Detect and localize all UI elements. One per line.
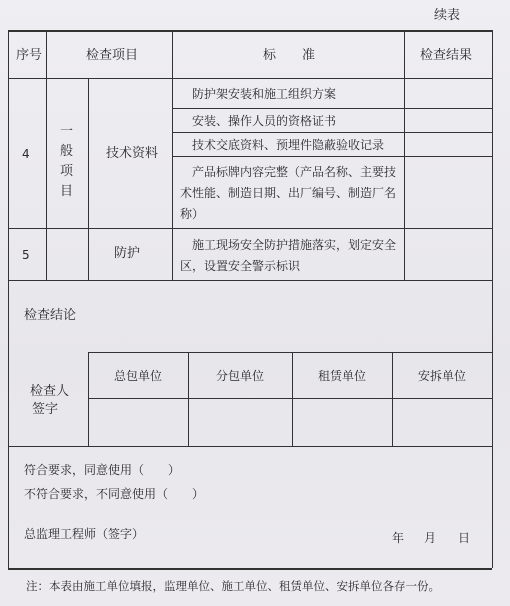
- signer-unit-dismantle: 安拆单位: [418, 369, 467, 383]
- header-item: 检查项目: [86, 48, 139, 63]
- row5-no: 5: [22, 248, 30, 262]
- row4-standard-2: 安装、操作人员的资格证书: [192, 114, 337, 128]
- row4-standard-3: 技术交底资料、预埋件隐蔽验收记录: [192, 138, 385, 152]
- row4-standard-4: 产品标牌内容完整（产品名称、主要技术性能、制造日期、出厂编号、制造厂名称）: [180, 165, 397, 221]
- row4-standard-1: 防护架安装和施工组织方案: [192, 87, 337, 101]
- date-day: 日: [458, 531, 471, 545]
- conclusion-label: 检查结论: [24, 308, 77, 323]
- date-year: 年: [392, 531, 405, 545]
- header-no: 序号: [16, 48, 43, 63]
- row4-no: 4: [22, 147, 30, 161]
- row5-standard: 施工现场安全防护措施落实，划定安全区，设置安全警示标识: [180, 238, 397, 273]
- approve-disagree: 不符合要求，不同意使用（ ）: [24, 487, 205, 501]
- signer-unit-sub: 分包单位: [216, 369, 265, 383]
- row5-item: 防护: [114, 246, 141, 261]
- signer-label-line1: 检查人: [30, 384, 70, 399]
- approve-agree: 符合要求，同意使用（ ）: [24, 463, 181, 477]
- footer-note: 注：本表由施工单位填报，监理单位、施工单位、租赁单位、安拆单位各存一份。: [26, 579, 440, 593]
- row4-item: 技术资料: [106, 146, 159, 161]
- signer-unit-general: 总包单位: [114, 369, 163, 383]
- header-standard: 标 准: [263, 48, 316, 63]
- header-result: 检查结果: [420, 48, 473, 63]
- engineer-signature-label: 总监理工程师（签字）: [24, 527, 145, 541]
- section-general-label: 一般项目: [60, 124, 74, 199]
- date-month: 月: [424, 531, 437, 545]
- continued-label: 续表: [434, 8, 461, 23]
- signer-label-line2: 签字: [32, 402, 59, 417]
- signer-unit-lease: 租赁单位: [318, 369, 367, 383]
